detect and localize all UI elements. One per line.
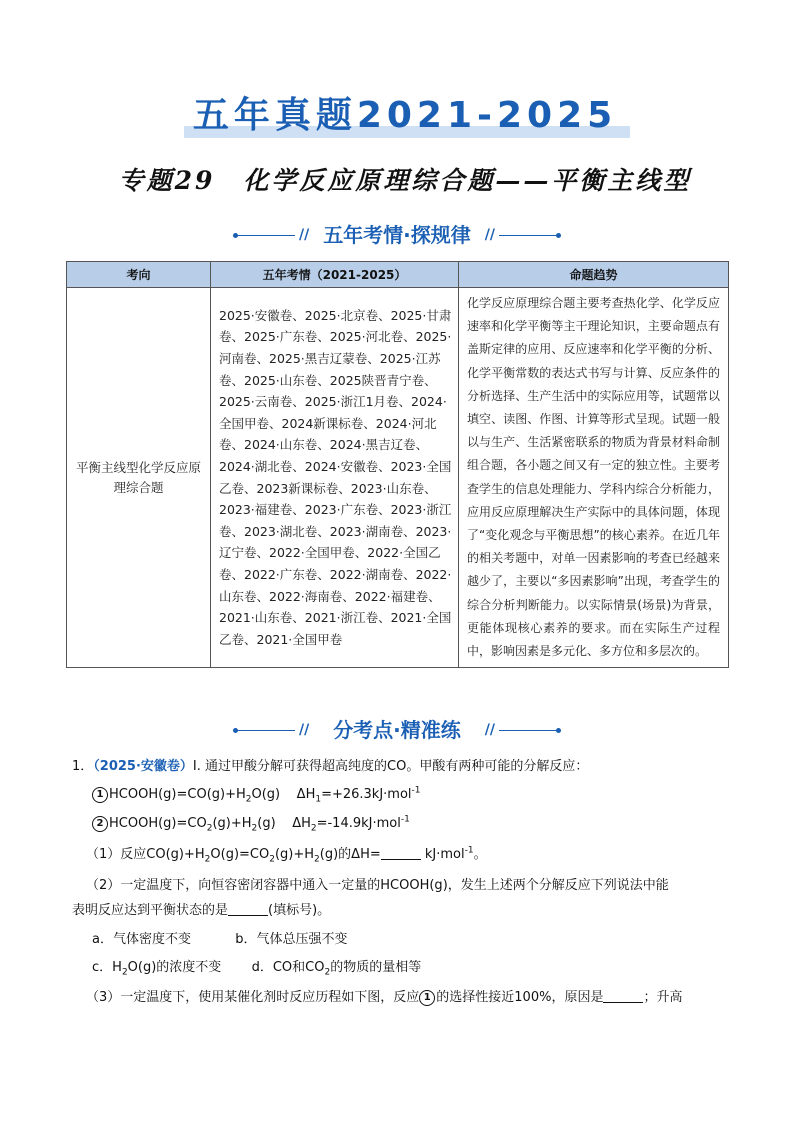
subscript-2: 2 <box>314 854 320 865</box>
subtitle: 专题29 化学反应原理综合题——平衡主线型 <box>118 166 692 195</box>
option-d-text-b: 的物质的量相等 <box>330 960 422 975</box>
reaction-1-dh-value: =+26.3kJ·mol <box>321 787 412 802</box>
superscript-neg1: -1 <box>464 845 474 856</box>
table-row <box>67 288 729 668</box>
circled-number-1: 1 <box>92 787 108 803</box>
section-heading-exam-trends <box>237 218 557 252</box>
reaction-1 <box>92 785 752 805</box>
question-source: （2025·安徽卷） <box>93 759 193 774</box>
reaction-2-eq-c: (g) <box>257 816 276 831</box>
part-1-text-f: 。 <box>473 847 487 862</box>
table-header-trend: 命题趋势 <box>459 262 729 288</box>
part-1-text-d: (g)的ΔH= <box>319 847 381 862</box>
table-cell-topic: 平衡主线型化学反应原理综合题 <box>67 288 211 668</box>
subscript-2: 2 <box>121 967 128 978</box>
subscript-2: 2 <box>245 794 252 805</box>
table-header-years: 五年考情（2021-2025） <box>211 262 459 288</box>
option-a: a．气体密度不变 <box>92 932 191 947</box>
reaction-1-dh-label: ΔH <box>296 787 316 802</box>
part-3-text-b: 的选择性接近100%，原因是 <box>436 990 604 1005</box>
circled-number-1: 1 <box>419 990 435 1006</box>
section-heading-label: 分考点·精准练 <box>333 718 461 742</box>
option-c-text-a: c．H <box>92 960 122 975</box>
question-intro <box>72 757 732 777</box>
part-2-text-a: 表明反应达到平衡状态的是 <box>72 903 229 918</box>
options-row-2 <box>92 958 752 978</box>
decor-slash-right: // <box>484 227 495 243</box>
subscript-1: 1 <box>315 794 322 805</box>
main-title-block <box>180 94 630 142</box>
table-cell-years: 2025·安徽卷、2025·北京卷、2025·甘肃卷、2025·广东卷、2025·河北卷、2025·河南卷、2025·黑吉辽蒙卷、2025·江苏卷、2025·山东卷、2025陕晋青宁卷、2025·云南卷、2025·浙江1月卷、2024·全国甲卷、2024新课标卷、2024·河北卷、2024·山东卷、2024·黑吉辽卷、2024·湖北卷、2024·安徽卷、2023·全国乙卷、2023新课标卷、2023·山东卷、2023·福建卷、2023·广东卷、2023·浙江卷、2023·湖北卷、2023·湖南卷、2023·辽宁卷、2022·全国甲卷、2022·全国乙卷、2022·广东卷、2022·湖南卷、2022·山东卷、2022·海南卷、2022·福建卷、2021·山东卷、2021·浙江卷、2021·全国乙卷、2021·全国甲卷 <box>211 288 459 668</box>
part-1-text-e: kJ·mol <box>424 847 465 862</box>
section-heading-practice <box>237 713 557 747</box>
main-title: 五年真题2021-2025 <box>192 95 618 136</box>
reaction-2-eq-a: HCOOH(g)=CO <box>109 816 207 831</box>
decor-line-right <box>499 730 557 731</box>
part-1-text-b: O(g)=CO <box>210 847 270 862</box>
decor-line-left <box>237 235 295 236</box>
answer-blank[interactable] <box>381 845 421 860</box>
question-number: 1． <box>72 759 94 774</box>
part-1-text-a: （1）反应CO(g)+H <box>86 847 205 862</box>
part-3-text-c: ；升高 <box>643 990 683 1005</box>
reaction-2-eq-b: (g)+H <box>212 816 252 831</box>
reaction-2 <box>92 814 752 834</box>
part-3 <box>86 988 746 1008</box>
option-c-text-b: O(g)的浓度不变 <box>127 960 222 975</box>
part-1-text-c: (g)+H <box>274 847 315 862</box>
part-2-text-b: (填标号)。 <box>268 903 331 918</box>
exam-trend-table <box>66 261 729 668</box>
options-row-1 <box>92 930 752 950</box>
part-2-line-1: （2）一定温度下，向恒容密闭容器中通入一定量的HCOOH(g)，发生上述两个分解反应下列说法中能 <box>86 878 669 893</box>
superscript-neg1: -1 <box>411 785 421 796</box>
reaction-2-dh-value: =-14.9kJ·mol <box>316 816 401 831</box>
decor-line-left <box>237 730 295 731</box>
circled-number-2: 2 <box>92 816 108 832</box>
subscript-2: 2 <box>269 854 275 865</box>
decor-line-right <box>499 235 557 236</box>
part-2-line-2 <box>72 901 732 921</box>
option-d-text-a: d．CO和CO <box>251 960 325 975</box>
decor-slash-right: // <box>484 722 495 738</box>
answer-blank[interactable] <box>603 988 643 1003</box>
reaction-2-dh-label: ΔH <box>292 816 311 831</box>
subscript-2: 2 <box>251 823 258 834</box>
decor-dot-right <box>556 728 561 733</box>
answer-blank[interactable] <box>228 901 268 916</box>
reaction-1-eq-b: O(g) <box>251 787 281 802</box>
option-b: b．气体总压强不变 <box>235 932 348 947</box>
subscript-2: 2 <box>324 967 331 978</box>
section-heading-label: 五年考情·探规律 <box>323 223 471 247</box>
table-header-row <box>67 262 729 288</box>
subscript-2: 2 <box>310 823 317 834</box>
part-1 <box>86 845 746 865</box>
table-header-topic: 考向 <box>67 262 211 288</box>
table-cell-trend: 化学反应原理综合题主要考查热化学、化学反应速率和化学平衡等主干理论知识，主要命题点有盖斯定律的应用、反应速率和化学平衡的分析、化学平衡常数的表达式书写与计算、反应条件的分析选择、生产生活中的实际应用等，试题常以填空、读图、作图、计算等形式呈现。试题一般以与生产、生活紧密联系的物质为背景材料命制组合题，各小题之间又有一定的独立性。主要考查学生的信息处理能力、学科内综合分析能力，应用反应原理解决生产实际中的具体问题，体现了“变化观念与平衡思想”的核心素养。在近几年的相关考题中，对单一因素影响的考查已经越来越少了，主要以“多因素影响”出现，考查学生的综合分析判断能力。以实际情景(场景)为背景，更能体现核心素养的要求。而在实际生产过程中，影响因素是多元化、多方位和多层次的。 <box>459 288 729 668</box>
subscript-2: 2 <box>204 854 211 865</box>
question-intro-text: Ⅰ. 通过甲酸分解可获得超高纯度的CO。甲酸有两种可能的分解反应： <box>192 759 589 774</box>
subscript-2: 2 <box>206 823 213 834</box>
reaction-1-eq-a: HCOOH(g)=CO(g)+H <box>109 787 246 802</box>
decor-slash-left: // <box>299 722 310 738</box>
superscript-neg1: -1 <box>400 814 410 825</box>
part-3-text-a: （3）一定温度下，使用某催化剂时反应历程如下图，反应 <box>86 990 420 1005</box>
decor-slash-left: // <box>299 227 310 243</box>
decor-dot-right <box>556 233 561 238</box>
